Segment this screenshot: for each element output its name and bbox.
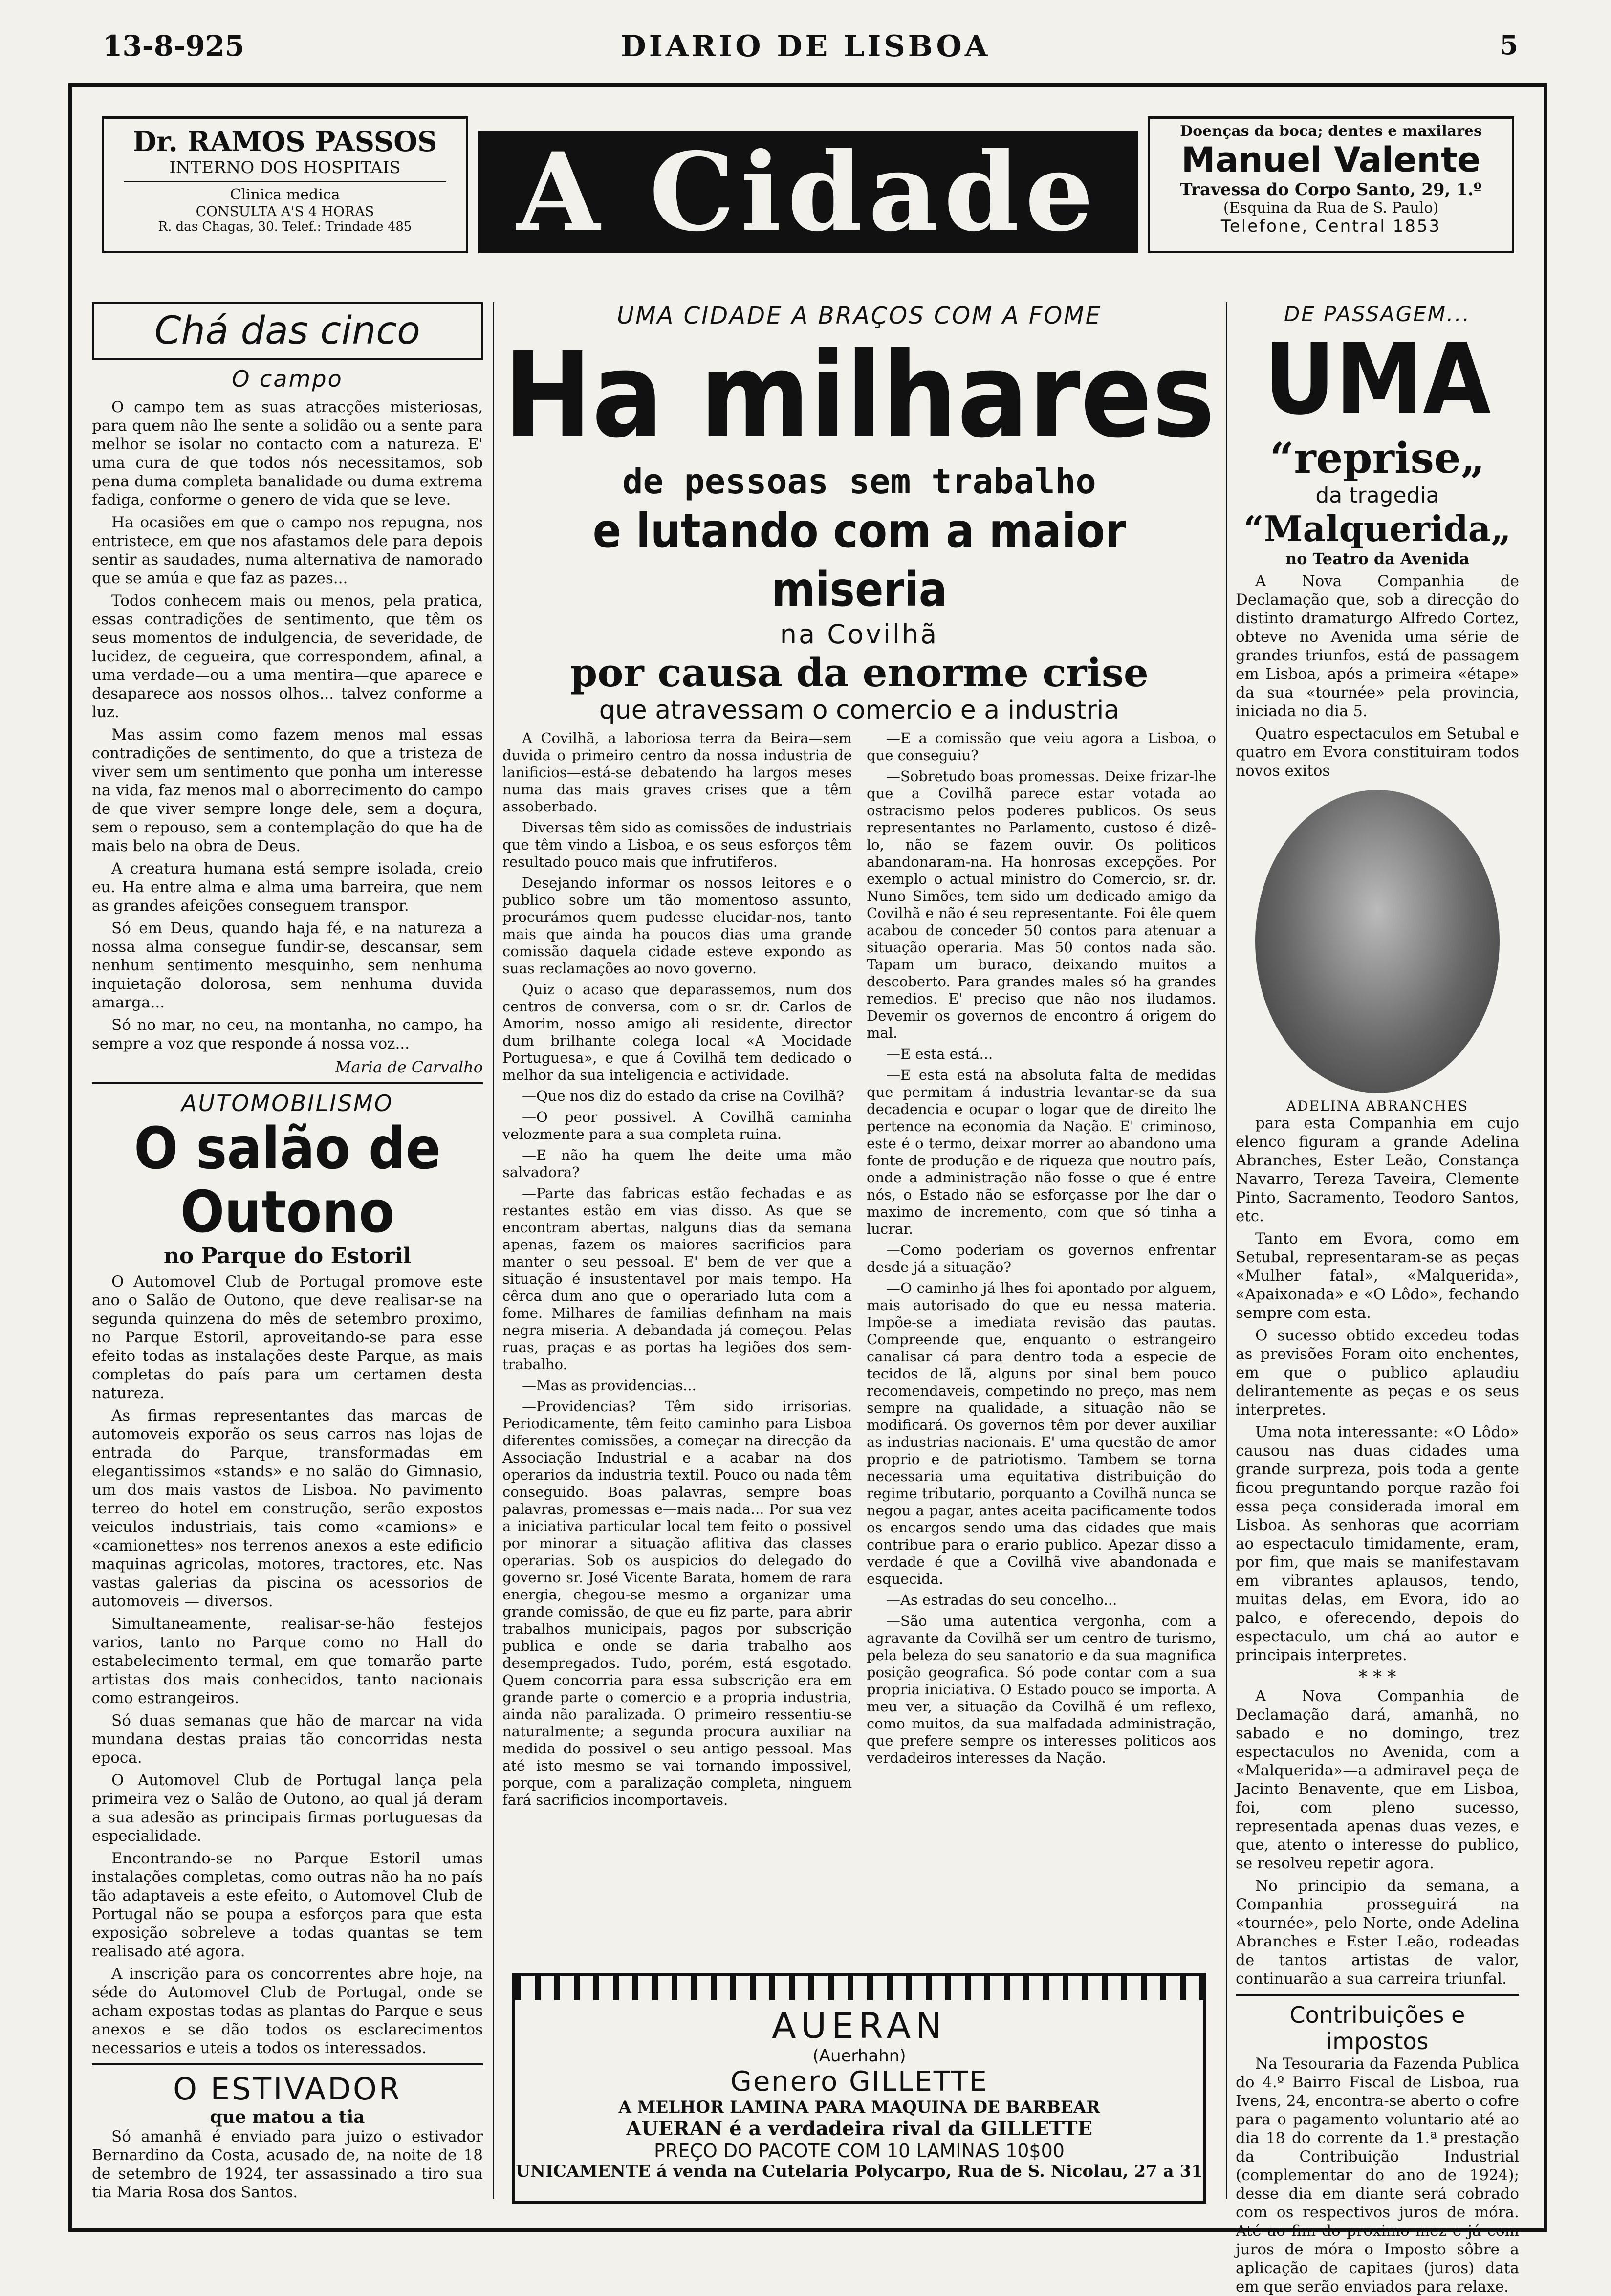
- paragraph: —Como poderiam os governos enfrentar desde já a situação?: [867, 1242, 1216, 1275]
- paragraph: Só em Deus, quando haja fé, e na natureza a nossa alma consegue fundir-se, descansar, sem nenhum sentimento mesquinho, sem nenhuma inquietação dolorosa, sem nenhuma duvida amarga...: [92, 919, 483, 1011]
- ad-aueran-blades: [512, 1973, 1206, 2204]
- paragraph: —Sobretudo boas promessas. Deixe frizar-lhe que a Covilhã parece estar votada ao ostracismo pelos poderes publicos. Os seus representantes no Parlamento, custoso é dizê-lo, não se fazem ouvir. Os politicos abandonaram-na. Ha honrosas excepções. Por exemplo o actual ministro do Comercio, sr. dr. Nuno Simões, tem sido um dedicado amigo da Covilhã e não é seu representante. Foi êle quem acabou de conceder 50 contos para atenuar a situação operaria. Mas 50 contos nada são. Tapam um buraco, deixando muitos a descoberto. Para grandes males só ha grandes remedios. E' preciso que não nos iludamos. Devemir os governos de encontro á origem do mal.: [867, 768, 1216, 1041]
- paragraph: Todos conhecem mais ou menos, pela pratica, essas contradições de sentimento, que têm os seus momentos de indulgencia, de severidade, de lucidez, de cegueira, que correspondem, afinal, a uma verdade—ou a uma mentira—que aparece e desaparece aos nossos olhos... talvez conforme a luz.: [92, 592, 483, 721]
- column-rule: [1226, 302, 1227, 2199]
- deck: na Covilhã: [780, 619, 939, 650]
- paragraph: Desejando informar os nossos leitores e o publico sobre um tão momentoso assunto, procurámos quem pudesse elucidar-nos, tanto mais que ainda ha poucos dias uma grande comissão daquela cidade esteve expondo as suas reclamações ao novo governo.: [502, 875, 852, 977]
- section-box: [92, 302, 483, 360]
- byline: Maria de Carvalho: [335, 1058, 483, 1076]
- article-subhead: da tragedia: [1315, 483, 1439, 508]
- ad-dentist-name: Manuel Valente: [1181, 140, 1481, 180]
- kicker: DE PASSAGEM...: [1284, 302, 1471, 326]
- column-center: [502, 302, 1216, 2209]
- section-title: Chá das cinco: [154, 309, 420, 353]
- article-body: [1236, 572, 1519, 780]
- article-body: [1236, 2055, 1519, 2296]
- paragraph: A Nova Companhia de Declamação que, sob a direcção do distinto dramaturgo Alfredo Cortez, obteve no Avenida uma série de grandes triunfos, está de passagem em Lisboa, após a primeira «étape» da sua «tournée» pela provincia, iniciada no dia 5.: [1236, 572, 1519, 720]
- issue-date: 13-8-925: [103, 29, 245, 63]
- ad-line: Clinica medica: [230, 186, 340, 203]
- ad-line: (Auerhahn): [812, 2046, 906, 2066]
- ad-doctor-title: INTERNO DOS HOSPITAIS: [169, 158, 401, 177]
- ad-line: A MELHOR LAMINA PARA MAQUINA DE BARBEAR: [618, 2098, 1100, 2117]
- deck: por causa da enorme crise: [570, 650, 1149, 696]
- paragraph: A Nova Companhia de Declamação dará, amanhã, no sabado e no domingo, trez espectaculos no Avenida, com a «Malquerida»—a admiravel peça de Jacinto Benavente, que em Lisboa, foi, com pleno sucesso, representada apenas duas vezes, e que, atento o interesse do publico, se resolveu repetir agora.: [1236, 1687, 1519, 1872]
- kicker: UMA CIDADE A BRAÇOS COM A FOME: [616, 302, 1102, 329]
- paragraph: Só amanhã é enviado para juizo o estivador Bernardino da Costa, acusado de, na noite de 18 de setembro de 1924, ter assassinado a tiro sua tia Maria Rosa dos Santos.: [92, 2128, 483, 2201]
- paragraph: —E a comissão que veiu agora a Lisboa, o que conseguiu?: [867, 730, 1216, 764]
- paragraph: Só no mar, no ceu, na montanha, no campo, ha sempre a voz que responde á nossa voz...: [92, 1016, 483, 1052]
- ad-line: Travessa do Corpo Santo, 29, 1.º: [1180, 180, 1482, 199]
- paragraph: para esta Companhia em cujo elenco figuram a grande Adelina Abranches, Ester Leão, Constança Navarro, Tereza Taveira, Clemente Pinto, Sacramento, Teodoro Santos, etc.: [1236, 1115, 1519, 1225]
- deck: que atravessam o comercio e a industria: [599, 696, 1120, 725]
- paragraph: Encontrando-se no Parque Estoril umas instalações completas, como outras não ha no país tão adaptaveis a este efeito, o Automovel Club de Portugal não se poupa a esforços para que esta exposição sobreleve a todas quantas se tem realisado até agora.: [92, 1850, 483, 1960]
- section-ornament: * * *: [1358, 1667, 1396, 1687]
- paragraph: O sucesso obtido excedeu todas as previsões Foram oito enchentes, em que o publico aplaudiu delirantemente as peças e os seus interpretes.: [1236, 1327, 1519, 1419]
- ornamental-border: [515, 1976, 1203, 2000]
- paragraph: Diversas têm sido as comissões de industriais que têm vindo a Lisboa, e os seus esforços têm resultado pouco mais que infrutiferos.: [502, 819, 852, 870]
- article-subhead: no Teatro da Avenida: [1285, 549, 1470, 568]
- article-body: [92, 2127, 483, 2202]
- ad-doctor-name: Dr. RAMOS PASSOS: [132, 126, 437, 158]
- paragraph: —O peor possivel. A Covilhã caminha velozmente para a sua completa ruina.: [502, 1109, 852, 1142]
- portrait-photo: [1255, 790, 1500, 1093]
- paragraph: Na Tesouraria da Fazenda Publica do 4.º Bairro Fiscal de Lisboa, rua Ivens, 24, encontra-se aberto o cofre para o pagamento voluntario até ao dia 18 do corrente da 1.ª prestação da Contribuição Industrial (complementar do ano de 1924); desse dia em diante será cobrado com os respectivos juros de móra. Até ao fim do proximo mez e já com juros de móra o Imposto sôbre a aplicação de capitaes (juros) data em que serão enviados para relaxe.: [1236, 2055, 1519, 2296]
- paragraph: Uma nota interessante: «O Lôdo» causou nas duas cidades uma grande surpreza, pois toda a gente ficou preguntando porque razão foi essa peça considerada imoral em Lisboa. As senhoras que acorriam ao espectaculo timidamente, eram, por fim, que mais se manifestavam em vibrantes aplausos, tendo, muitas delas, em Evora, ido ao palco, e oferecendo, depois do espectaculo, um chá ao autor e principais interpretes.: [1236, 1423, 1519, 1664]
- section-title: AUTOMOBILISMO: [181, 1090, 393, 1116]
- article-headline: Contribuições e impostos: [1289, 2002, 1465, 2055]
- paragraph: O Automovel Club de Portugal promove este ano o Salão de Outono, que deve realisar-se na segunda quinzena do mês de setembro proximo, no Parque Estoril, aproveitando-se para esse efeito todas as instalações deste Parque, as mais completas do país para um certamen desta natureza.: [92, 1273, 483, 1402]
- paragraph: A Covilhã, a laboriosa terra da Beira—sem duvida o primeiro centro da nossa industria de lanificios—está-se debatendo ha largos meses numa das mais graves crises que a têm assoberbado.: [502, 730, 852, 815]
- text-column: [867, 730, 1216, 1813]
- ad-manuel-valente: [1148, 116, 1514, 253]
- article-headline: O salão de Outono: [134, 1115, 441, 1246]
- ad-ramos-passos: [102, 116, 468, 253]
- paragraph: —As estradas do seu concelho...: [886, 1592, 1117, 1608]
- main-headline: Ha milhares: [503, 327, 1215, 464]
- article-subhead: que matou a tia: [210, 2107, 365, 2127]
- divider: [1236, 1994, 1519, 1996]
- article-body: [92, 1272, 483, 2057]
- paragraph: Simultaneamente, realisar-se-hão festejos varios, tanto no Parque como no Hall do estabelecimento termal, em que tomarão parte artistas dos mais conhecidos, tanto nacionais como estrangeiros.: [92, 1615, 483, 1707]
- paragraph: —E esta está na absoluta falta de medidas que permitam á industria levantar-se da sua decadencia e ocupar o logar que de direito lhe pertence na economia da Nação. E' criminoso, este é o termo, deixar morrer ao abandono uma fonte de produção e de riqueza que noutro país, onde a administração não fosse o que é entre nós, o Estado não se esforçasse por lhe dar o maximo de incremento, com que só tinha a lucrar.: [867, 1067, 1216, 1237]
- ad-line: R. das Chagas, 30. Telef.: Trindade 485: [158, 219, 412, 234]
- article-body: [502, 730, 1216, 1813]
- column-right: [1236, 302, 1519, 2296]
- paragraph: Só duas semanas que hão de marcar na vida mundana destas praias tão concorridas nesta epoca.: [92, 1712, 483, 1767]
- paragraph: Mas assim como fazem menos mal essas contradições de sentimento, do que a tristeza de viver sem um sentimento que ponha um interesse na vida, faz menos mal o aborrecimento do campo de que viver sempre longe dele, sem a doçura, sem o repouso, sem a contemplação do que ha de mais belo na obra de Deus.: [92, 726, 483, 855]
- article-headline: “reprise„: [1269, 434, 1485, 483]
- paragraph: —Mas as providencias...: [522, 1377, 697, 1394]
- page-number: 5: [1500, 29, 1518, 61]
- page-frame: [68, 83, 1547, 2296]
- paragraph: —São uma autentica vergonha, com a agravante da Covilhã ser um centro de turismo, pela beleza do seu sanatorio e da sua magnifica posição geografica. Só pode contar com a sua propria iniciativa. O Estado pouco se importa. A meu ver, a situação da Covilhã é um reflexo, como muitos, da sua malfadada administração, que prefere sempre os interesses politicos aos verdadeiros interesses da Nação.: [867, 1613, 1216, 1766]
- paragraph: —O caminho já lhes foi apontado por alguem, mais autorisado do que eu nessa materia. Impõe-se a imediata revisão das pautas. Compreende que, enquanto o estrangeiro canalisar cá para dentro toda a especie de tecidos de lã, alguns por sinal bem pouco recomendaveis, competindo no preço, mas nem sempre na qualidade, a situação não se modificará. Os governos têm por dever auxiliar as industrias nacionais. E' uma questão de amor proprio e de patriotismo. Tambem se torna necessaria uma equitativa distribuição do regime tributario, porquanto a Covilhã nunca se negou a pagar, antes aceita pacificamente todos os encargos sendo uma das cidades que mais contribue para o erario publico. Apezar disso a verdade é que a Covilhã vive abandonada e esquecida.: [867, 1280, 1216, 1587]
- divider: [92, 1082, 483, 1084]
- ad-line: CONSULTA A'S 4 HORAS: [196, 203, 374, 219]
- paragraph: O campo tem as suas atracções misteriosas, para quem não lhe sente a solidão ou a sente para melhor se isolar no contacto com a natureza. E' uma cura de que todos nós necessitamos, sob pena duma completa banalidade ou duma extrema fadiga, conforme o genero de vida que se leve.: [92, 398, 483, 509]
- paragraph: O Automovel Club de Portugal lança pela primeira vez o Salão de Outono, ao qual já deram a sua adesão as principais firmas portuguesas da especialidade.: [92, 1771, 483, 1845]
- paragraph: No principio da semana, a Companhia prosseguirá na «tournée», pelo Norte, onde Adelina Abranches e Ester Leão, rodeadas de tantos artistas de valor, continuarão a sua carreira triunfal.: [1236, 1877, 1519, 1988]
- ad-brand: AUERAN: [772, 2005, 947, 2046]
- ad-line: UNICAMENTE á venda na Cutelaria Polycarpo, Rua de S. Nicolau, 27 a 31: [516, 2162, 1203, 2181]
- article-body: [92, 398, 483, 1053]
- paragraph: Tanto em Evora, como em Setubal, representaram-se as peças «Mulher fatal», «Malquerida», «Apaixonada» e «O Lôdo», fechando sempre com esta.: [1236, 1230, 1519, 1322]
- paragraph: —Providencias? Têm sido irrisorias. Periodicamente, têm feito caminho para Lisboa diferentes comissões, a começar na direcção da Associação Industrial e a acabar na dos operarios da industria textil. Pouco ou nada têm conseguido. Boas palavras, sempre boas palavras, promessas e—mais nada... Por sua vez a iniciativa particular local tem feito o possivel por minorar a situação aflitiva das classes operarias. Sob os auspicios do delegado do governo sr. José Vicente Barata, homem de rara energia, chegou-se mesmo a organizar uma grande comissão, de que eu fiz parte, para abrir trabalhos municipais, pagos por subscrição publica e onde se daria trabalho aos desempregados. Tudo, porém, está esgotado. Quem concorria para essa subscrição era em grande parte o comercio e a propria industria, ainda não paralizada. O primeiro ressentiu-se naturalmente; a segunda procura auxiliar na medida do possivel o seu antigo pessoal. Mas até isto mesmo se vai tornando impossivel, porque, com a paralização completa, ninguem fará sacrificios incomportaveis.: [502, 1398, 852, 1808]
- paragraph: —Que nos diz do estado da crise na Covilhã?: [522, 1088, 844, 1104]
- paragraph: Ha ocasiões em que o campo nos repugna, nos entristece, em que nos afastamos dele para depois sentir as saudades, numa alternativa de namorado que se amúa e que faz as pazes...: [92, 514, 483, 587]
- ad-line: Genero GILLETTE: [730, 2066, 988, 2098]
- column-rule: [493, 302, 494, 2199]
- paragraph: —Parte das fabricas estão fechadas e as restantes estão em vias disso. As que se encontram abertas, nalguns dias da semana apenas, fazem os maiores sacrificios para manter o seu pessoal. E' bem de ver que a situação é insustentavel por mais tempo. Ha cêrca dum ano que o operariado luta com a fome. Milhares de familias definham na mais negra miseria. A debandada já começou. Pelas ruas, praças e as portas ha legiões dos sem-trabalho.: [502, 1185, 852, 1373]
- deck: e lutando com a maior miseria: [592, 503, 1126, 617]
- article-headline: O ESTIVADOR: [173, 2071, 402, 2107]
- paragraph: Quatro espectaculos em Setubal e quatro em Evora constituiram todos novos exitos: [1236, 725, 1519, 780]
- divider: [124, 181, 446, 182]
- paragraph: As firmas representantes das marcas de automoveis exporão os seus carros nas lojas de entrada do Parque, transformadas em elegantissimos «stands» e no salão do Gimnasio, um dos mais vastos de Lisboa. No pavimento terreo do hotel em construção, serão expostos veiculos industriais, tais como «camions» e «camionettes» nos terrenos anexos a este edificio maquinas agricolas, motores, tractores, etc. Nas vastas galerias da piscina os acessorios de automoveis — diversos.: [92, 1407, 483, 1610]
- ad-line: AUERAN é a verdadeira rival da GILLETTE: [626, 2117, 1093, 2140]
- divider: [92, 2063, 483, 2065]
- article-headline: UMA: [1263, 323, 1491, 437]
- running-header: [64, 20, 1547, 64]
- ad-line: Doenças da boca; dentes e maxilares: [1180, 123, 1482, 140]
- paragraph: A inscrição para os concorrentes abre hoje, na séde do Automovel Club de Portugal, onde se acham expostas todas as plantas do Parque e seus anexos e se dão todos os esclarecimentos necessarios e uteis a todos os interessados.: [92, 1965, 483, 2057]
- article-headline: “Malquerida„: [1243, 508, 1511, 549]
- ad-line: (Esquina da Rua de S. Paulo): [1223, 199, 1439, 217]
- deck: de pessoas sem trabalho: [622, 461, 1096, 502]
- article-body: [1236, 1114, 1519, 1988]
- paragraph: —E esta está...: [886, 1046, 993, 1062]
- article-title: O campo: [232, 366, 343, 392]
- photo-caption: ADELINA ABRANCHES: [1286, 1098, 1469, 1114]
- ad-phone: Telefone, Central 1853: [1220, 217, 1441, 236]
- text-column: [502, 730, 852, 1813]
- article-subhead: no Parque do Estoril: [163, 1244, 412, 1268]
- paragraph: Quiz o acaso que deparassemos, num dos centros de conversa, com o sr. dr. Carlos de Amorim, nosso amigo ali residente, director dum brilhante colega local «A Mocidade Portuguesa», e que á Covilhã tem dedicado o melhor da sua inteligencia e actividade.: [502, 981, 852, 1083]
- paragraph: —E não ha quem lhe deite uma mão salvadora?: [502, 1147, 852, 1181]
- paragraph: A creatura humana está sempre isolada, creio eu. Ha entre alma e alma uma barreira, que nem as grandes afeições conseguem transpor.: [92, 860, 483, 915]
- section-masthead: A Cidade: [478, 131, 1138, 253]
- column-left: [92, 302, 483, 2209]
- newspaper-name: DIARIO DE LISBOA: [620, 29, 991, 64]
- ad-line: PREÇO DO PACOTE COM 10 LAMINAS 10$00: [654, 2140, 1065, 2162]
